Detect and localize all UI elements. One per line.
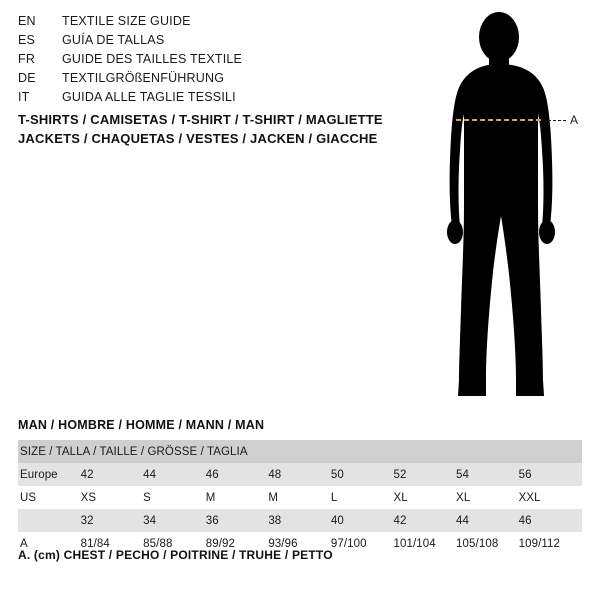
row-label: Europe: [18, 463, 81, 486]
table-cell: S: [143, 486, 206, 509]
table-header-row: [18, 440, 582, 463]
table-cell: 42: [81, 463, 144, 486]
table-header-label: SIZE / TALLA / TAILLE / GRÖSSE / TAGLIA: [18, 440, 582, 463]
language-legend: [18, 14, 418, 109]
legend-code: ES: [18, 33, 36, 47]
legend-text: GUÍA DE TALLAS: [62, 33, 165, 47]
table-cell: 44: [456, 509, 519, 532]
table-cell: 36: [206, 509, 269, 532]
legend-code: EN: [18, 14, 36, 28]
table-cell: 81/84: [81, 532, 144, 555]
table-cell: 89/92: [206, 532, 269, 555]
table-cell: 97/100: [331, 532, 394, 555]
table-cell: 52: [393, 463, 456, 486]
table-section-title: MAN / HOMBRE / HOMME / MANN / MAN: [18, 418, 265, 432]
table-cell: M: [268, 486, 331, 509]
table-cell: 93/96: [268, 532, 331, 555]
legend-row: [18, 33, 418, 52]
table-cell: 46: [519, 509, 582, 532]
legend-code: FR: [18, 52, 36, 66]
category-headings: [18, 110, 438, 148]
row-label: A: [18, 532, 81, 555]
category-jackets: JACKETS / CHAQUETAS / VESTES / JACKEN / GIACCHE: [18, 131, 378, 146]
table-cell: 34: [143, 509, 206, 532]
table-footnote: A. (cm) CHEST / PECHO / POITRINE / TRUHE / PETTO: [18, 548, 333, 562]
legend-text: GUIDA ALLE TAGLIE TESSILI: [62, 90, 236, 104]
table-cell: XXL: [519, 486, 582, 509]
chest-marker-leader-line: [548, 120, 566, 121]
table-cell: 50: [331, 463, 394, 486]
table-cell: 54: [456, 463, 519, 486]
table-cell: 101/104: [393, 532, 456, 555]
legend-text: GUIDE DES TAILLES TEXTILE: [62, 52, 243, 66]
table-cell: 40: [331, 509, 394, 532]
table-cell: 38: [268, 509, 331, 532]
table-cell: 109/112: [519, 532, 582, 555]
legend-row: [18, 52, 418, 71]
table-cell: XL: [393, 486, 456, 509]
table-cell: 48: [268, 463, 331, 486]
row-label: [18, 509, 81, 532]
legend-code: IT: [18, 90, 30, 104]
table-cell: 44: [143, 463, 206, 486]
male-figure-illustration: [400, 10, 600, 410]
table-cell: XS: [81, 486, 144, 509]
table-row: [18, 486, 582, 509]
size-table-wrapper: [18, 440, 582, 555]
male-silhouette-icon: [400, 10, 600, 410]
table-cell: M: [206, 486, 269, 509]
chest-marker-label: A: [570, 113, 579, 127]
legend-row: [18, 71, 418, 90]
size-table: [18, 440, 582, 555]
table-cell: L: [331, 486, 394, 509]
table-cell: 42: [393, 509, 456, 532]
table-row: [18, 509, 582, 532]
table-row: [18, 463, 582, 486]
legend-row: [18, 14, 418, 33]
legend-text: TEXTILE SIZE GUIDE: [62, 14, 191, 28]
table-cell: 46: [206, 463, 269, 486]
table-cell: 105/108: [456, 532, 519, 555]
table-cell: 56: [519, 463, 582, 486]
legend-text: TEXTILGRÖßENFÜHRUNG: [62, 71, 225, 85]
table-cell: XL: [456, 486, 519, 509]
legend-row: [18, 90, 418, 109]
legend-code: DE: [18, 71, 36, 85]
table-cell: 85/88: [143, 532, 206, 555]
table-cell: 32: [81, 509, 144, 532]
category-tshirts: T-SHIRTS / CAMISETAS / T-SHIRT / T-SHIRT / MAGLIETTE: [18, 112, 383, 127]
row-label: US: [18, 486, 81, 509]
